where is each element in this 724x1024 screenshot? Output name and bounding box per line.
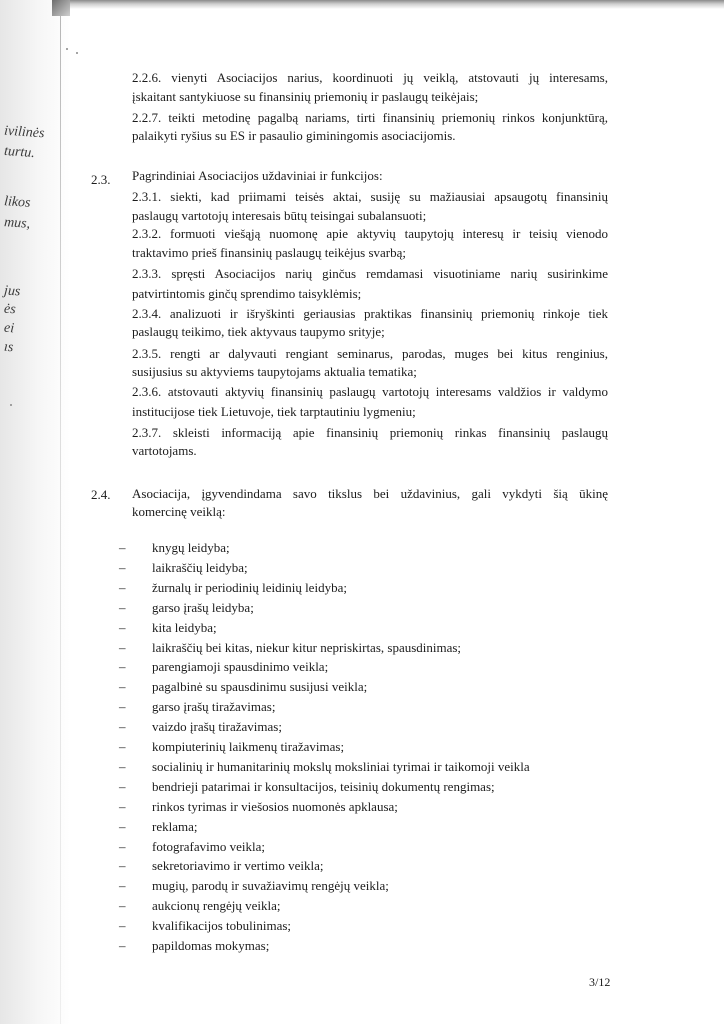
page-corner (52, 0, 70, 16)
list-item (119, 759, 530, 775)
list-item-text: socialinių ir humanitarinių mokslų moksliniai tyrimai ir taikomoji veikla (152, 758, 530, 774)
list-dash: – (119, 758, 126, 774)
list-item (119, 799, 398, 815)
clause-2-3-1-line-1: 2.3.1. siekti, kad priimami teisės aktai, susiję su mažiausiai apsaugotų finansinių (132, 189, 608, 204)
list-item-text: žurnalų ir periodinių leidinių leidyba; (152, 579, 347, 595)
list-item-text: papildomas mokymas; (152, 938, 270, 953)
clause-2-3-6-line-1: 2.3.6. atstovauti aktyvių finansinių paslaugų vartotojų interesams valdžios ir valdymo (132, 384, 608, 399)
clause-2-2-7-line-1: 2.2.7. teikti metodinę pagalbą nariams, tirti finansinių priemonių rinkos konjunktūrą, (132, 110, 608, 125)
list-dash: – (119, 898, 126, 914)
list-dash: – (119, 938, 126, 953)
list-dash: – (119, 659, 126, 675)
list-item (119, 878, 389, 894)
list-dash: – (119, 639, 126, 655)
section-2-3-title: Pagrindiniai Asociacijos uždaviniai ir funkcijos: (132, 168, 383, 183)
list-item-text: aukcionų rengėjų veikla; (152, 898, 281, 914)
list-item-text: laikraščių bei kitas, niekur kitur nepriskirtas, spausdinimas; (152, 639, 462, 655)
clause-2-2-6-line-1: 2.2.6. vienyti Asociacijos narius, koordinuoti jų veiklą, atstovauti jų interesams, (132, 70, 608, 85)
list-item (119, 540, 230, 556)
list-dash: – (119, 858, 126, 874)
margin-fragment: ei (3, 320, 15, 337)
list-item-text: kvalifikacijos tobulinimas; (152, 918, 292, 934)
page-number: 3/12 (589, 975, 611, 989)
list-item (119, 659, 328, 675)
margin-fragment: turtu. (3, 143, 36, 162)
section-2-4-line-2: komercinę veiklą: (132, 504, 226, 519)
clause-2-3-6-line-2: institucijose tiek Lietuvoje, tiek tarptautiniu lygmeniu; (132, 404, 416, 419)
clause-2-3-4-line-2: paslaugų teikimo, tiek aktyvaus taupymo srityje; (132, 324, 385, 339)
list-dash: – (119, 878, 126, 894)
list-item-text: mugių, parodų ir suvažiavimų rengėjų veikla; (152, 878, 389, 894)
margin-fragment: likos (3, 194, 31, 211)
list-item (119, 719, 282, 735)
scan-speck (10, 404, 12, 406)
scan-speck (66, 48, 68, 50)
list-item (119, 699, 275, 715)
list-item (119, 640, 461, 656)
clause-2-3-4-line-1: 2.3.4. analizuoti ir išryškinti geriausias praktikas finansinių priemonių rinkoje tiek (132, 306, 608, 321)
clause-2-2-7-line-2: palaikyti ryšius su ES ir pasaulio giminingomis asociacijomis. (132, 128, 456, 143)
scan-speck (76, 52, 78, 54)
clause-2-3-3-line-2: patvirtintomis ginčų sprendimo taisyklėmis; (132, 286, 362, 301)
list-item-text: laikraščių leidyba; (152, 559, 248, 575)
margin-fragment: jus (3, 283, 21, 300)
list-dash: – (119, 579, 126, 595)
list-item (119, 739, 344, 755)
clause-2-3-2-line-2: traktavimo prieš finansinių paslaugų teikėjus svarbą; (132, 245, 407, 260)
list-dash: – (119, 719, 126, 735)
scan-top-shadow (60, 0, 724, 9)
list-item-text: reklama; (152, 818, 198, 834)
list-item-text: pagalbinė su spausdinimu susijusi veikla; (152, 679, 368, 695)
section-number: 2.4. (91, 487, 111, 502)
list-item (119, 839, 265, 855)
list-dash: – (119, 778, 126, 794)
list-item-text: garso įrašų tiražavimas; (152, 699, 276, 715)
list-dash: – (119, 619, 126, 635)
list-item-text: rinkos tyrimas ir viešosios nuomonės apklausa; (152, 798, 398, 814)
list-dash: – (119, 818, 126, 834)
list-item-text: garso įrašų leidyba; (152, 599, 254, 615)
list-item (119, 560, 248, 576)
list-item (119, 600, 254, 616)
list-item-text: sekretoriavimo ir vertimo veikla; (152, 858, 324, 874)
list-dash: – (119, 699, 126, 715)
margin-fragment: mus, (3, 215, 31, 232)
list-item-text: fotografavimo veikla; (152, 838, 265, 854)
clause-2-3-7-line-2: vartotojams. (132, 443, 197, 458)
list-dash: – (119, 739, 126, 754)
list-dash: – (119, 599, 126, 615)
list-item (119, 819, 197, 835)
list-item (119, 620, 217, 636)
clause-2-3-2-line-1: 2.3.2. formuoti viešąją nuomonę apie aktyvių taupytojų interesų ir teisių vienodo (132, 226, 608, 241)
clause-2-3-3-line-1: 2.3.3. spręsti Asociacijos narių ginčus remdamasi visuotiniame narių susirinkime (132, 266, 608, 281)
clause-2-3-1-line-2: paslaugų vartotojų interesais būtų teisingai subalansuoti; (132, 208, 427, 223)
list-dash: – (119, 918, 126, 934)
margin-fragment: ıs (3, 339, 14, 356)
list-item (119, 918, 291, 934)
list-dash: – (119, 838, 126, 854)
section-2-4-line-1: Asociacija, įgyvendindama savo tikslus bei uždavinius, gali vykdyti šią ūkinę (132, 486, 608, 501)
list-dash: – (119, 798, 126, 814)
page-fold-line (60, 0, 61, 1024)
list-item-text: knygų leidyba; (152, 540, 230, 555)
list-item (119, 938, 269, 954)
margin-fragment: ės (3, 301, 17, 318)
section-number: 2.3. (91, 172, 111, 187)
list-item-text: kita leidyba; (152, 619, 217, 635)
list-item (119, 858, 323, 874)
clause-2-3-7-line-1: 2.3.7. skleisti informaciją apie finansinių priemonių rinkas finansinių paslaugų (132, 425, 608, 440)
list-item (119, 580, 347, 596)
list-dash: – (119, 540, 126, 555)
list-item (119, 779, 495, 795)
margin-fragment: ivilinės (3, 123, 45, 142)
list-item-text: vaizdo įrašų tiražavimas; (152, 719, 282, 735)
clause-2-2-6-line-2: įskaitant santykiuose su finansinių priemonių ir paslaugų teikėjais; (132, 89, 479, 104)
list-dash: – (119, 679, 126, 695)
clause-2-3-5-line-2: susijusius su aktyviems taupytojams aktualia tematika; (132, 364, 417, 379)
list-item-text: kompiuterinių laikmenų tiražavimas; (152, 739, 345, 754)
list-item (119, 679, 367, 695)
list-item-text: bendrieji patarimai ir konsultacijos, teisinių dokumentų rengimas; (152, 778, 495, 794)
clause-2-3-5-line-1: 2.3.5. rengti ar dalyvauti rengiant seminarus, parodas, muges bei kitus renginius, (132, 346, 608, 361)
list-item-text: parengiamoji spausdinimo veikla; (152, 659, 329, 675)
list-item (119, 898, 281, 914)
list-dash: – (119, 559, 126, 575)
